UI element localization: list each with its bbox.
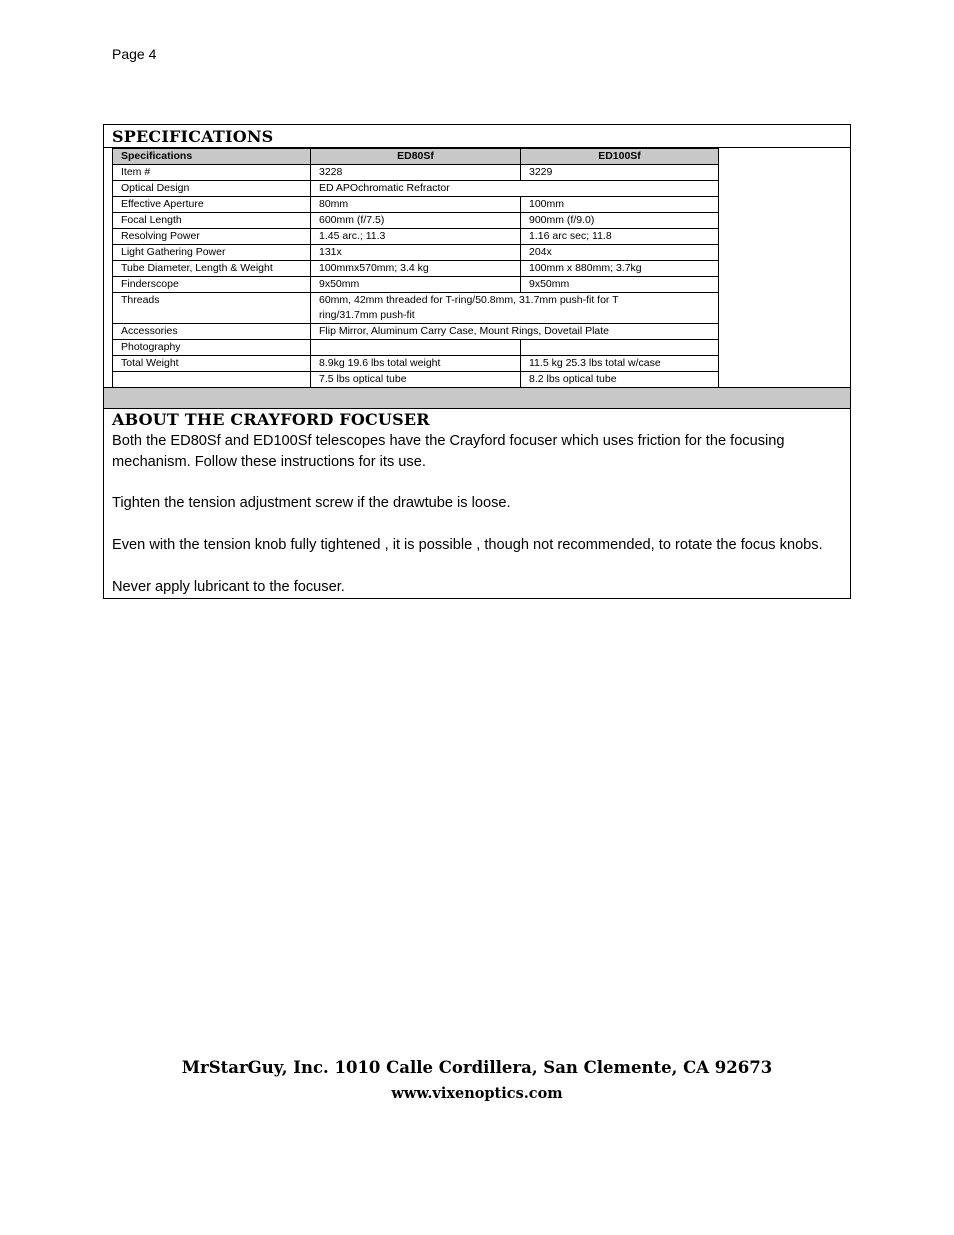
spec-label: Light Gathering Power: [113, 245, 311, 261]
table-row: [113, 277, 719, 293]
table-row: [113, 340, 719, 356]
spec-value: ED APOchromatic Refractor: [311, 181, 719, 197]
about-paragraph: Both the ED80Sf and ED100Sf telescopes have the Crayford focuser which uses friction for the focusing mechanism. Follow these instructions for its use.: [112, 433, 785, 470]
spec-value: [521, 340, 719, 356]
spec-value: 3229: [521, 165, 719, 181]
about-heading: ABOUT THE CRAYFORD FOCUSER: [112, 410, 430, 429]
table-row: [113, 372, 719, 388]
spec-value: Flip Mirror, Aluminum Carry Case, Mount Rings, Dovetail Plate: [311, 324, 719, 340]
header-cell: Specifications: [113, 149, 311, 165]
header-cell: ED100Sf: [521, 149, 719, 165]
spec-value: 8.9kg 19.6 lbs total weight: [311, 356, 521, 372]
table-row: [113, 293, 719, 324]
table-row: [113, 356, 719, 372]
spec-label: Effective Aperture: [113, 197, 311, 213]
header-cell: ED80Sf: [311, 149, 521, 165]
table-row: [113, 197, 719, 213]
spec-label: Focal Length: [113, 213, 311, 229]
spec-value: 3228: [311, 165, 521, 181]
footer-address: MrStarGuy, Inc. 1010 Calle Cordillera, San Clemente, CA 92673: [181, 1058, 773, 1077]
spec-label: Resolving Power: [113, 229, 311, 245]
about-paragraph: Never apply lubricant to the focuser.: [112, 578, 345, 595]
spec-value: 9x50mm: [521, 277, 719, 293]
spec-value: 80mm: [311, 197, 521, 213]
table-row: [113, 261, 719, 277]
spec-value: 8.2 lbs optical tube: [521, 372, 719, 388]
about-paragraph: Even with the tension knob fully tightened , it is possible , though not recommended, to rotate the focus knobs.: [112, 536, 823, 553]
spec-value: 1.45 arc.; 11.3: [311, 229, 521, 245]
table-row: [113, 181, 719, 197]
table-row: [113, 213, 719, 229]
spec-value: 900mm (f/9.0): [521, 213, 719, 229]
table-row: [113, 324, 719, 340]
specifications-table: [112, 148, 719, 388]
spec-value: 9x50mm: [311, 277, 521, 293]
spec-value: [311, 340, 521, 356]
table-row: [113, 229, 719, 245]
spec-value: 131x: [311, 245, 521, 261]
page-number: Page 4: [112, 46, 157, 62]
spec-label: Tube Diameter, Length & Weight: [113, 261, 311, 277]
spec-value: 100mmx570mm; 3.4 kg: [311, 261, 521, 277]
table-header-row: [113, 149, 719, 165]
about-paragraph: Tighten the tension adjustment screw if the drawtube is loose.: [112, 495, 511, 512]
specifications-heading: SPECIFICATIONS: [104, 125, 850, 148]
about-body: [104, 431, 850, 598]
spec-value: 204x: [521, 245, 719, 261]
table-row: [113, 245, 719, 261]
spec-value: 7.5 lbs optical tube: [311, 372, 521, 388]
spec-value: 100mm x 880mm; 3.7kg: [521, 261, 719, 277]
specifications-table-wrap: [104, 148, 850, 388]
spec-label: [113, 372, 311, 388]
spec-label: Finderscope: [113, 277, 311, 293]
document-box: [103, 124, 851, 599]
spec-label: Photography: [113, 340, 311, 356]
spec-label: Accessories: [113, 324, 311, 340]
spec-value: 600mm (f/7.5): [311, 213, 521, 229]
table-row: [113, 165, 719, 181]
spec-label: Item #: [113, 165, 311, 181]
spec-value: 60mm, 42mm threaded for T-ring/50.8mm, 31.7mm push-fit for T ring/31.7mm push-fit: [311, 293, 719, 324]
spec-label: Threads: [113, 293, 311, 324]
footer-url: www.vixenoptics.com: [391, 1085, 563, 1102]
spec-value: 100mm: [521, 197, 719, 213]
section-divider-band: [104, 388, 850, 409]
spec-label: Optical Design: [113, 181, 311, 197]
spec-value: 11.5 kg 25.3 lbs total w/case: [521, 356, 719, 372]
spec-value: 1.16 arc sec; 11.8: [521, 229, 719, 245]
spec-label: Total Weight: [113, 356, 311, 372]
